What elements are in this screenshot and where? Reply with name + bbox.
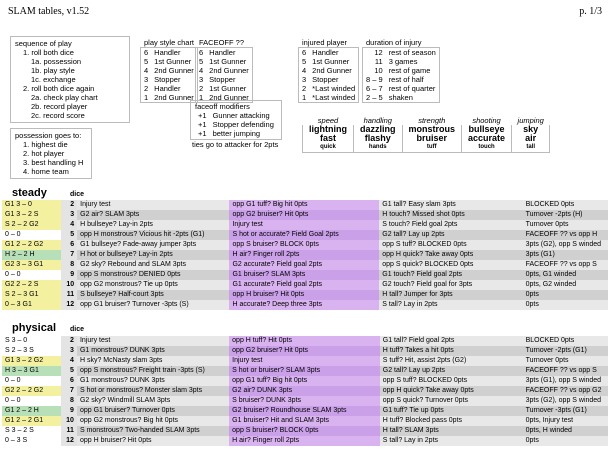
skill-headers: shooting: [472, 116, 501, 125]
skill-low: tall: [512, 143, 550, 153]
result-row: [2, 386, 608, 396]
skill-mid: bruiser: [402, 134, 462, 143]
skill-top: sky: [512, 125, 550, 134]
result-cell: G1 bruiser? Hit and SLAM 3pts: [229, 416, 380, 426]
faceoff-row: [196, 48, 253, 58]
skill-headers: strength: [418, 116, 446, 125]
roll-number: 5: [61, 366, 77, 376]
roll-number: 11: [61, 426, 77, 436]
play-style-roll: 2: [144, 84, 149, 93]
faceoff-row: [196, 75, 253, 84]
injured-row: [299, 57, 359, 66]
result-cell: Turnover -3pts (G1): [523, 406, 608, 416]
result-cell: 0pts, Injury test: [523, 416, 608, 426]
result-cell: G2 sky? Rebound and SLAM 3pts: [77, 260, 229, 270]
injured-result: *Last winded: [312, 84, 356, 93]
result-cell: Injury test: [77, 200, 229, 210]
result-cell: H air? Finger roll 2pts: [229, 436, 380, 446]
result-cell: opp S tuff? BLOCKED 0pts: [379, 240, 522, 250]
result-row: [2, 290, 608, 300]
dice-combo: S 3 – 2 S: [2, 426, 61, 436]
injured-row: [299, 84, 359, 93]
result-cell: S tuff? Hit, assist 2pts (G2): [380, 356, 523, 366]
roll-number: 12: [61, 300, 77, 310]
roll-number: 2: [61, 336, 77, 346]
faceoff-heading: FACEOFF ??: [199, 38, 245, 47]
result-cell: H tuff? Blocked pass 0pts: [380, 416, 523, 426]
skill-mid: flashy: [354, 134, 403, 143]
result-row: [2, 200, 608, 210]
injured-player-chart: [298, 38, 359, 103]
faceoff-result: 1st Gunner: [209, 57, 247, 66]
result-cell: H air? Finger roll 2pts: [229, 250, 379, 260]
result-cell: G1 tall? Easy slam 3pts: [379, 200, 522, 210]
play-style-heading: play style chart: [144, 38, 195, 47]
result-row: [2, 240, 608, 250]
skill-top: bullseye: [462, 125, 512, 134]
skill-mid: accurate: [462, 134, 512, 143]
skills-row-mid: [303, 134, 550, 143]
result-cell: G2 air? SLAM 3pts: [77, 210, 229, 220]
result-cell: 0pts, G1 winded: [523, 270, 608, 280]
play-style-result: 1st Gunner: [154, 57, 192, 66]
play-style-row: [141, 66, 198, 75]
faceoff-modifiers: [190, 100, 282, 149]
result-cell: Injury test: [229, 356, 380, 366]
faceoff-mod-row: [195, 129, 277, 138]
faceoff-mod-roll: +1: [198, 111, 207, 120]
result-cell: opp G1 bruiser? Turnover 0pts: [77, 406, 229, 416]
duration-result: rest of half: [388, 75, 424, 84]
injured-result: *Last winded: [312, 93, 356, 102]
faceoff-result: 1st Gunner: [209, 84, 247, 93]
injured-heading: injured player: [302, 38, 348, 47]
skill-low: hands: [354, 143, 403, 153]
roll-number: 12: [61, 436, 77, 446]
injured-row: [299, 66, 359, 75]
result-cell: FACEOFF ?? vs opp S: [523, 260, 608, 270]
result-cell: Injury test: [229, 220, 379, 230]
injured-roll: 4: [302, 66, 307, 75]
injured-result: 2nd Gunner: [312, 66, 352, 75]
result-cell: FACEOFF ?? vs opp H: [523, 230, 608, 240]
duration-row: [363, 57, 440, 66]
result-cell: G2 accurate? Field goal 2pts: [229, 260, 379, 270]
dice-combo: G1 3 – 2 G2: [2, 356, 61, 366]
result-cell: G2 touch? Field goal for 3pts: [379, 280, 522, 290]
duration-result: rest of game: [388, 66, 431, 75]
dice-combo: G1 2 – 2 G2: [2, 240, 61, 250]
possession-rule: 2. hot player: [23, 149, 65, 158]
duration-row: [363, 84, 440, 93]
result-cell: H hot or bullseye? Lay-in 2pts: [77, 250, 229, 260]
result-cell: opp S tuff? BLOCKED 0pts: [380, 376, 523, 386]
faceoff-mod-row: [195, 111, 277, 120]
result-row: [2, 376, 608, 386]
result-cell: S monstrous? Two-handed SLAM 3pts: [77, 426, 229, 436]
result-cell: G1 touch? Field goal 2pts: [379, 270, 522, 280]
duration-roll: 10: [374, 66, 383, 75]
roll-number: 7: [61, 386, 77, 396]
result-cell: 0pts, G2 winded: [523, 280, 608, 290]
dice-combo: G1 2 – 2 H: [2, 406, 61, 416]
physical-dice-label: dice: [70, 326, 85, 333]
sequence-step: 2a. check play chart: [31, 93, 98, 102]
sequence-step: 1. roll both dice: [23, 48, 74, 57]
steady-section-title: steady: [12, 187, 47, 199]
roll-number: 6: [61, 240, 77, 250]
result-cell: G1 bruiser? SLAM 3pts: [229, 270, 379, 280]
result-cell: opp S monstrous? DENIED 0pts: [77, 270, 229, 280]
sequence-step: 2. roll both dice again: [23, 84, 95, 93]
faceoff-mod-roll: +1: [198, 120, 207, 129]
skill-headers: speed: [317, 116, 339, 125]
roll-number: 3: [61, 346, 77, 356]
skill-mid: fast: [303, 134, 354, 143]
play-style-result: Handler: [154, 48, 181, 57]
play-style-row: [141, 93, 198, 103]
roll-number: 3: [61, 210, 77, 220]
result-row: [2, 346, 608, 356]
result-row: [2, 250, 608, 260]
result-cell: opp G2 bruiser? Hit 0pts: [229, 346, 380, 356]
faceoff-result: 2nd Gunner: [209, 66, 249, 75]
roll-number: 8: [61, 396, 77, 406]
result-cell: 0pts: [523, 290, 608, 300]
play-style-row: [141, 48, 198, 58]
dice-combo: G1 2 – 2 G1: [2, 416, 61, 426]
dice-combo: G1 3 – 0: [2, 200, 61, 210]
result-cell: opp H quick? Take away 0pts: [380, 386, 523, 396]
skill-top: dazzling: [354, 125, 403, 134]
result-cell: opp G1 bruiser? Turnover -3pts (S): [77, 300, 229, 310]
result-cell: opp G1 tuff? Big hit 0pts: [229, 376, 380, 386]
dice-combo: G2 3 – 3 G1: [2, 260, 61, 270]
result-cell: 0pts, H winded: [523, 426, 608, 436]
result-cell: BLOCKED 0pts: [523, 336, 608, 346]
result-row: [2, 396, 608, 406]
dice-combo: S 2 – 3 G1: [2, 290, 61, 300]
result-cell: BLOCKED 0pts: [523, 200, 608, 210]
dice-combo: G1 3 – 2 S: [2, 210, 61, 220]
faceoff-roll: 5: [199, 57, 204, 66]
result-cell: S hot or accurate? Field Goal 2pts: [229, 230, 379, 240]
dice-combo: S 3 – 0: [2, 336, 61, 346]
roll-number: 10: [61, 280, 77, 290]
play-style-roll: 3: [144, 75, 149, 84]
result-cell: S bruiser? DUNK 3pts: [229, 396, 380, 406]
faceoff-mod-result: Gunner attacking: [212, 111, 270, 120]
injured-result: Handler: [312, 48, 339, 57]
play-style-result: Handler: [154, 84, 181, 93]
roll-number: 6: [61, 376, 77, 386]
injured-result: Stopper: [312, 75, 339, 84]
result-cell: S hot or monstrous? Monster slam 3pts: [77, 386, 229, 396]
play-style-result: 2nd Gunner: [154, 66, 194, 75]
result-cell: opp S bruiser? BLOCK 0pts: [229, 426, 380, 436]
result-cell: H sky? McNasty slam 3pts: [77, 356, 229, 366]
sequence-heading: sequence of play: [15, 39, 72, 48]
injured-row: [299, 48, 359, 58]
result-row: [2, 416, 608, 426]
result-cell: G2 tall? Lay up 2pts: [379, 230, 522, 240]
injured-row: [299, 93, 359, 103]
sequence-of-play-box: [10, 36, 130, 123]
play-style-roll: 5: [144, 57, 149, 66]
dice-combo: H 2 – 2 H: [2, 250, 61, 260]
result-row: [2, 260, 608, 270]
roll-number: 9: [61, 270, 77, 280]
result-row: [2, 366, 608, 376]
injured-roll: 2: [302, 84, 307, 93]
duration-roll: 8 – 9: [366, 75, 383, 84]
result-cell: H bullseye? Lay-in 2pts: [77, 220, 229, 230]
dice-combo: 0 – 0: [2, 376, 61, 386]
result-row: [2, 336, 608, 346]
possession-rule: 3. best handling H: [23, 158, 84, 167]
result-cell: opp S quick? BLOCKED 0pts: [379, 260, 522, 270]
faceoff-roll: 6: [199, 48, 204, 57]
result-cell: G1 tuff? Tie up 0pts: [380, 406, 523, 416]
duration-result: rest of quarter: [388, 84, 436, 93]
skill-headers: jumping: [517, 116, 544, 125]
result-cell: opp H bruiser? Hit 0pts: [229, 290, 379, 300]
play-style-roll: 1: [144, 93, 149, 102]
faceoff-row: [196, 66, 253, 75]
result-cell: opp G2 monstrous? Big hit 0pts: [77, 416, 229, 426]
sequence-step: 1c. exchange: [31, 75, 76, 84]
roll-number: 9: [61, 406, 77, 416]
possession-rule: 4. home team: [23, 167, 69, 176]
injured-row: [299, 75, 359, 84]
faceoff-mod-row: [195, 120, 277, 129]
result-row: [2, 270, 608, 280]
result-cell: H tall? Jumper for 3pts: [379, 290, 522, 300]
physical-results-table: [2, 336, 608, 446]
result-cell: 0pts: [523, 436, 608, 446]
dice-combo: G2 2 – 2 S: [2, 280, 61, 290]
result-cell: opp G2 monstrous? Tie up 0pts: [77, 280, 229, 290]
physical-section-title: physical: [12, 322, 57, 334]
result-cell: H tuff? Takes a hit 0pts: [380, 346, 523, 356]
result-cell: S bullseye? Half-court 3pts: [77, 290, 229, 300]
result-cell: S tall? Lay in 2pts: [379, 300, 522, 310]
roll-number: 10: [61, 416, 77, 426]
result-row: [2, 280, 608, 290]
skills-row-low: [303, 143, 550, 153]
injured-roll: 3: [302, 75, 307, 84]
result-row: [2, 426, 608, 436]
possession-box: [10, 128, 92, 179]
duration-roll: 2 – 5: [366, 93, 383, 102]
dice-combo: 0 – 0: [2, 396, 61, 406]
faceoff-mod-result: better jumping: [212, 129, 261, 138]
sequence-step: 2b. record player: [31, 102, 88, 111]
result-cell: G2 tall? Lay up 2pts: [380, 366, 523, 376]
result-cell: 3pts (G2), opp S winded: [523, 240, 608, 250]
faceoff-mod-roll: +1: [198, 129, 207, 138]
faceoff-row: [196, 57, 253, 66]
result-row: [2, 436, 608, 446]
result-cell: 3pts (G1), opp S winded: [523, 376, 608, 386]
injury-duration-chart: [362, 38, 440, 103]
skill-top: monstrous: [402, 125, 462, 134]
skill-low: touch: [462, 143, 512, 153]
steady-results-table: [2, 200, 608, 310]
duration-row: [363, 48, 440, 58]
injured-roll: 6: [302, 48, 307, 57]
result-cell: 0pts: [523, 300, 608, 310]
faceoff-mods-heading: faceoff modifiers: [195, 102, 250, 111]
roll-number: 8: [61, 260, 77, 270]
result-cell: G1 bullseye? Fade-away jumper 3pts: [77, 240, 229, 250]
result-cell: G1 accurate? Field goal 2pts: [229, 280, 379, 290]
faceoff-row: [196, 84, 253, 93]
faceoff-roll: 4: [199, 66, 204, 75]
result-cell: opp S bruiser? BLOCK 0pts: [229, 240, 379, 250]
possession-heading: possession goes to:: [15, 131, 82, 140]
faceoff-roll: 3: [199, 75, 204, 84]
result-cell: opp H monstrous? Vicious hit -2pts (G1): [77, 230, 229, 240]
result-cell: opp H bruiser? Hit 0pts: [77, 436, 229, 446]
result-cell: FACEOFF ?? vs opp G2: [523, 386, 608, 396]
result-row: [2, 300, 608, 310]
result-cell: Turnover -2pts (H): [523, 210, 608, 220]
result-cell: Injury test: [77, 336, 229, 346]
play-style-row: [141, 84, 198, 93]
dice-combo: 0 – 3 S: [2, 436, 61, 446]
play-style-roll: 6: [144, 48, 149, 57]
skill-low: quick: [303, 143, 354, 153]
result-row: [2, 406, 608, 416]
result-cell: opp S monstrous? Freight train -3pts (S): [77, 366, 229, 376]
result-row: [2, 210, 608, 220]
skill-mid: air: [512, 134, 550, 143]
steady-dice-label: dice: [70, 191, 85, 198]
play-style-row: [141, 57, 198, 66]
doc-title: SLAM tables, v1.52: [8, 6, 90, 17]
faceoff-roll: 2: [199, 84, 204, 93]
result-cell: H tall? SLAM 3pts: [380, 426, 523, 436]
duration-row: [363, 93, 440, 103]
play-style-result: Stopper: [154, 75, 181, 84]
dice-combo: S 2 – 3 S: [2, 346, 61, 356]
result-cell: G1 monstrous? DUNK 3pts: [77, 346, 229, 356]
sequence-step: 1b. play style: [31, 66, 75, 75]
result-cell: S tall? Lay in 2pts: [380, 436, 523, 446]
skill-top: lightning: [303, 125, 354, 134]
skill-low: tuff: [402, 143, 462, 153]
duration-row: [363, 75, 440, 84]
roll-number: 4: [61, 220, 77, 230]
play-style-roll: 4: [144, 66, 149, 75]
skill-headers: handling: [363, 116, 392, 125]
injured-roll: 1: [302, 93, 307, 102]
result-cell: FACEOFF ?? vs opp S: [523, 366, 608, 376]
result-cell: opp G2 bruiser? Hit 0pts: [229, 210, 379, 220]
result-cell: opp G1 tuff? Big hit 0pts: [229, 200, 379, 210]
result-cell: Turnover 0pts: [523, 356, 608, 366]
skill-levels-table: [302, 116, 550, 153]
possession-rule: 1. highest die: [23, 140, 68, 149]
duration-roll: 6 – 7: [366, 84, 383, 93]
duration-row: [363, 66, 440, 75]
play-style-chart: [140, 38, 198, 103]
duration-roll: 12: [374, 48, 383, 57]
faceoff-chart: [195, 38, 253, 103]
result-cell: S hot or bruiser? SLAM 3pts: [229, 366, 380, 376]
dice-combo: 0 – 0: [2, 270, 61, 280]
roll-number: 7: [61, 250, 77, 260]
faceoff-roll: 1: [199, 93, 204, 102]
result-row: [2, 356, 608, 366]
faceoff-result: Stopper: [209, 75, 236, 84]
dice-combo: 0 – 0: [2, 230, 61, 240]
injured-result: 1st Gunner: [312, 57, 350, 66]
result-cell: G2 sky? Windmill SLAM 3pts: [77, 396, 229, 406]
result-cell: G2 bruiser? Roundhouse SLAM 3pts: [229, 406, 380, 416]
result-cell: Turnover 0pts: [523, 220, 608, 230]
result-row: [2, 220, 608, 230]
duration-result: shaken: [388, 93, 413, 102]
result-cell: H touch? Missed shot 0pts: [379, 210, 522, 220]
result-cell: S touch? Field goal 2pts: [379, 220, 522, 230]
dice-combo: H 3 – 3 G1: [2, 366, 61, 376]
result-cell: H accurate? Deep three 3pts: [229, 300, 379, 310]
duration-result: rest of season: [388, 48, 436, 57]
result-cell: G2 air? DUNK 3pts: [229, 386, 380, 396]
duration-heading: duration of injury: [366, 38, 422, 47]
duration-result: 3 games: [388, 57, 418, 66]
roll-number: 5: [61, 230, 77, 240]
dice-combo: S 2 – 2 G2: [2, 220, 61, 230]
faceoff-mod-result: Stopper defending: [212, 120, 274, 129]
faceoff-tie-note: ties go to attacker for 2pts: [192, 140, 279, 149]
result-cell: Turnover -2pts (G1): [523, 346, 608, 356]
roll-number: 11: [61, 290, 77, 300]
result-row: [2, 230, 608, 240]
play-style-row: [141, 75, 198, 84]
result-cell: opp S quick? Turnover 0pts: [380, 396, 523, 406]
injured-roll: 5: [302, 57, 307, 66]
result-cell: G1 monstrous? DUNK 3pts: [77, 376, 229, 386]
dice-combo: G2 2 – 2 G2: [2, 386, 61, 396]
roll-number: 4: [61, 356, 77, 366]
result-cell: G1 tall? Field goal 2pts: [380, 336, 523, 346]
roll-number: 2: [61, 200, 77, 210]
faceoff-result: 2nd Gunner: [209, 93, 249, 102]
play-style-result: 2nd Gunner: [154, 93, 194, 102]
sequence-step: 1a. possession: [31, 57, 82, 66]
result-cell: 3pts (G1): [523, 250, 608, 260]
dice-combo: 0 – 3 G1: [2, 300, 61, 310]
result-cell: opp H tuff? Hit 0pts: [229, 336, 380, 346]
result-cell: 3pts (G2), opp S winded: [523, 396, 608, 406]
duration-roll: 11: [374, 57, 383, 66]
page-number: p. 1/3: [579, 6, 602, 17]
faceoff-result: Handler: [209, 48, 236, 57]
sequence-step: 2c. record score: [31, 111, 85, 120]
result-cell: opp H quick? Take away 0pts: [379, 250, 522, 260]
